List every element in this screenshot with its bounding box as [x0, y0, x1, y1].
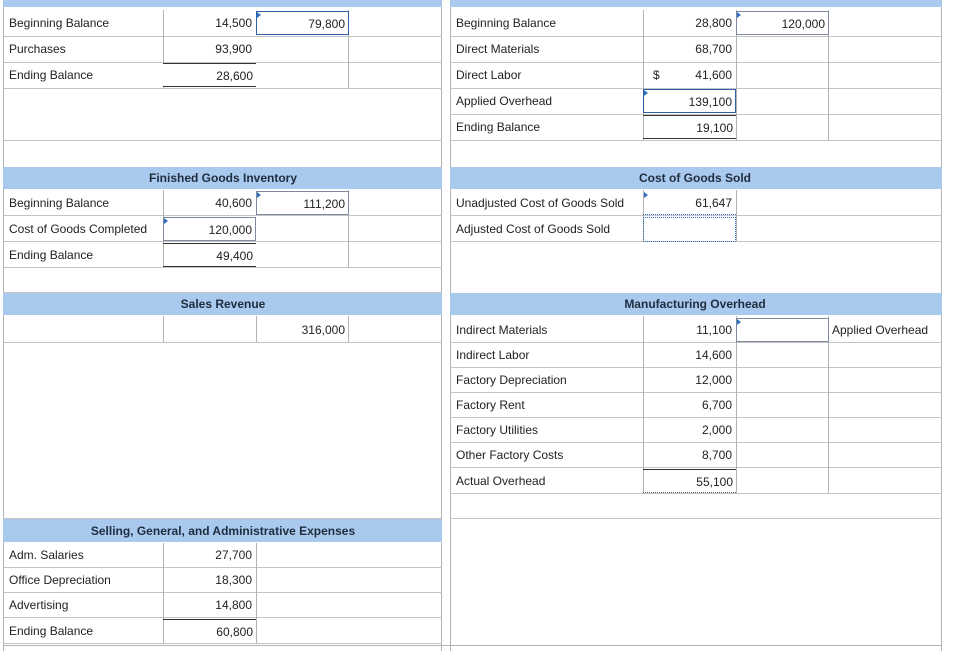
credit-amount: 316,000 [301, 323, 345, 337]
account-label: Ending Balance [9, 68, 94, 82]
raw-materials-header-strip [3, 0, 442, 7]
account-label: Factory Depreciation [456, 373, 567, 387]
cell-marker-icon [737, 319, 741, 325]
ending-balance-amount: 28,600 [163, 63, 256, 87]
credit-amount-input[interactable]: 111,200 [256, 191, 349, 215]
account-label: Direct Labor [456, 68, 522, 82]
ending-balance-amount: 60,800 [163, 619, 256, 643]
account-label: Beginning Balance [9, 16, 110, 30]
account-label: Advertising [9, 598, 69, 612]
cell-marker-icon [257, 12, 261, 18]
credit-label: Applied Overhead [832, 323, 929, 337]
account-label: Cost of Goods Completed [9, 222, 148, 236]
cell-marker-icon [644, 192, 648, 198]
debit-amount: 93,900 [215, 42, 252, 56]
debit-amount: 14,500 [215, 16, 252, 30]
debit-amount: 8,700 [701, 448, 732, 462]
account-title: Sales Revenue [180, 297, 266, 311]
account-title: Manufacturing Overhead [624, 297, 766, 311]
account-label: Adm. Salaries [9, 548, 84, 562]
debit-amount: 27,700 [215, 548, 252, 562]
account-label: Purchases [9, 42, 66, 56]
account-label: Ending Balance [9, 624, 94, 638]
debit-amount: 40,600 [215, 196, 252, 210]
debit-amount-input[interactable]: 120,000 [163, 217, 256, 241]
account-title: Selling, General, and Administrative Expenses [90, 523, 356, 538]
credit-amount-input[interactable]: 79,800 [256, 11, 349, 35]
cell-marker-icon [257, 192, 261, 198]
cell-marker-icon [737, 12, 741, 18]
column-divider [441, 0, 442, 651]
cell-marker-icon [164, 218, 168, 224]
account-label: Actual Overhead [456, 474, 546, 488]
account-label: Beginning Balance [456, 16, 557, 30]
applied-overhead-credit-input[interactable] [736, 318, 829, 342]
account-label: Direct Materials [456, 42, 540, 56]
credit-amount-input[interactable]: 120,000 [736, 11, 829, 35]
actual-overhead-amount: 55,100 [643, 469, 736, 493]
debit-amount: 18,300 [215, 573, 252, 587]
bottom-border [3, 645, 942, 646]
debit-amount: 68,700 [695, 42, 732, 56]
total-rule [643, 214, 736, 215]
debit-amount-input[interactable]: 139,100 [643, 89, 736, 113]
cell-marker-icon [644, 90, 648, 96]
debit-amount: 61,647 [695, 196, 732, 210]
debit-amount: 28,800 [695, 16, 732, 30]
account-label: Factory Rent [456, 398, 525, 412]
debit-amount: 2,000 [701, 423, 732, 437]
account-label: Office Depreciation [9, 573, 111, 587]
debit-amount: 6,700 [701, 398, 732, 412]
account-label: Unadjusted Cost of Goods Sold [456, 196, 625, 210]
currency-symbol: $ [653, 68, 660, 82]
account-label: Adjusted Cost of Goods Sold [456, 222, 611, 236]
account-title: Finished Goods Inventory [148, 171, 297, 185]
debit-amount: 11,100 [696, 323, 732, 337]
debit-amount: 14,800 [215, 598, 252, 612]
debit-amount: 14,600 [695, 348, 732, 362]
adjusted-cogs-input[interactable] [643, 217, 736, 242]
account-label: Ending Balance [456, 120, 541, 134]
debit-amount: 41,600 [695, 68, 732, 82]
wip-header-strip [450, 0, 942, 7]
account-title: Cost of Goods Sold [639, 171, 751, 185]
account-label: Factory Utilities [456, 423, 539, 437]
account-label: Ending Balance [9, 248, 94, 262]
right-border [941, 0, 942, 651]
account-label: Beginning Balance [9, 196, 110, 210]
account-label: Applied Overhead [456, 94, 553, 108]
debit-amount: 12,000 [695, 373, 732, 387]
ending-balance-amount: 49,400 [163, 243, 256, 267]
ending-balance-amount: 19,100 [643, 115, 736, 139]
account-label: Indirect Materials [456, 323, 548, 337]
account-label: Indirect Labor [456, 348, 530, 362]
account-label: Other Factory Costs [456, 448, 564, 462]
